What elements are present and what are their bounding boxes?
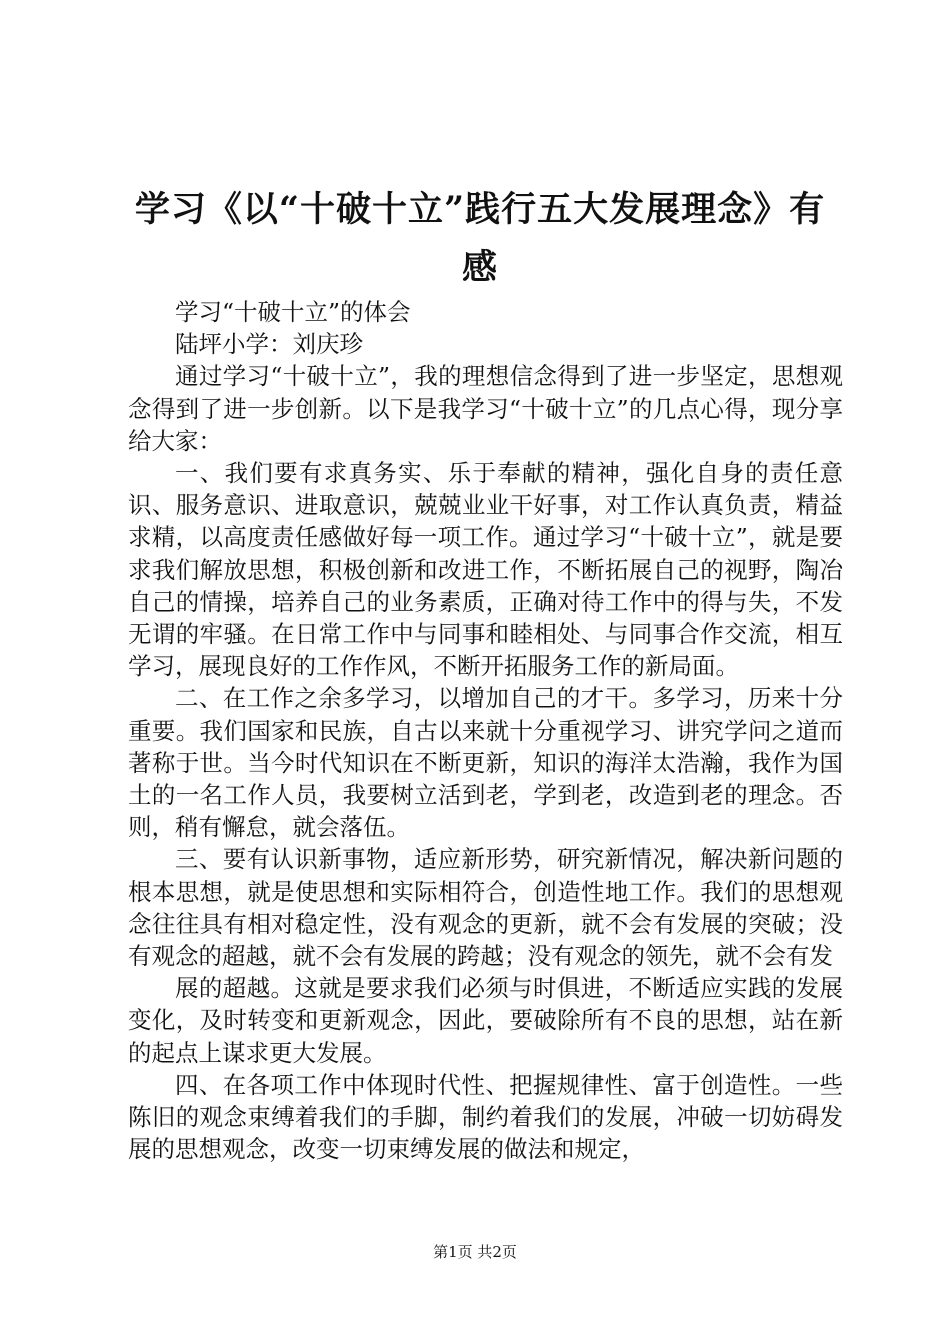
paragraph: 三、要有认识新事物，适应新形势，研究新情况，解决新问题的根本思想，就是使思想和实际相符合，创造性地工作。我们的思想观念往往具有相对稳定性，没有观念的更新，就不会有发展的突破；没有观念的超越，就不会有发展的跨越；没有观念的领先，就不会有发 bbox=[128, 845, 843, 971]
paragraph: 四、在各项工作中体现时代性、把握规律性、富于创造性。一些陈旧的观念束缚着我们的手脚，制约着我们的发展，冲破一切妨碍发展的思想观念，改变一切束缚发展的做法和规定， bbox=[128, 1070, 843, 1164]
document-body bbox=[128, 296, 843, 1165]
paragraph: 展的超越。这就是要求我们必须与时俱进，不断适应实践的发展变化，及时转变和更新观念，因此，要破除所有不良的思想，站在新的起点上谋求更大发展。 bbox=[128, 974, 843, 1067]
page-footer: 第1页 共2页 bbox=[433, 1243, 517, 1261]
document-title: 学习《以“十破十立”践行五大发展理念》有感 bbox=[134, 189, 826, 289]
subtitle: 学习“十破十立”的体会 bbox=[175, 298, 411, 326]
paragraph: 一、我们要有求真务实、乐于奉献的精神，强化自身的责任意识、服务意识、进取意识，兢兢业业干好事，对工作认真负责，精益求精，以高度责任感做好每一项工作。通过学习“十破十立”，就是要求我们解放思想，积极创新和改进工作，不断拓展自己的视野，陶冶自己的情操，培养自己的业务素质，正确对待工作中的得与失，不发无谓的牢骚。在日常工作中与同事和睦相处、与同事合作交流，相互学习，展现良好的工作作风，不断开拓服务工作的新局面。 bbox=[128, 459, 843, 681]
author-line: 陆坪小学：刘庆珍 bbox=[175, 330, 363, 359]
paragraph: 二、在工作之余多学习，以增加自己的才干。多学习，历来十分重要。我们国家和民族，自古以来就十分重视学习、讲究学问之道而著称于世。当今时代知识在不断更新，知识的海洋太浩瀚，我作为国土的一名工作人员，我要树立活到老，学到老，改造到老的理念。否则，稍有懈怠，就会落伍。 bbox=[128, 684, 843, 842]
paragraph: 通过学习“十破十立”，我的理想信念得到了进一步坚定，思想观念得到了进一步创新。以下是我学习“十破十立”的几点心得，现分享给大家： bbox=[128, 362, 843, 455]
